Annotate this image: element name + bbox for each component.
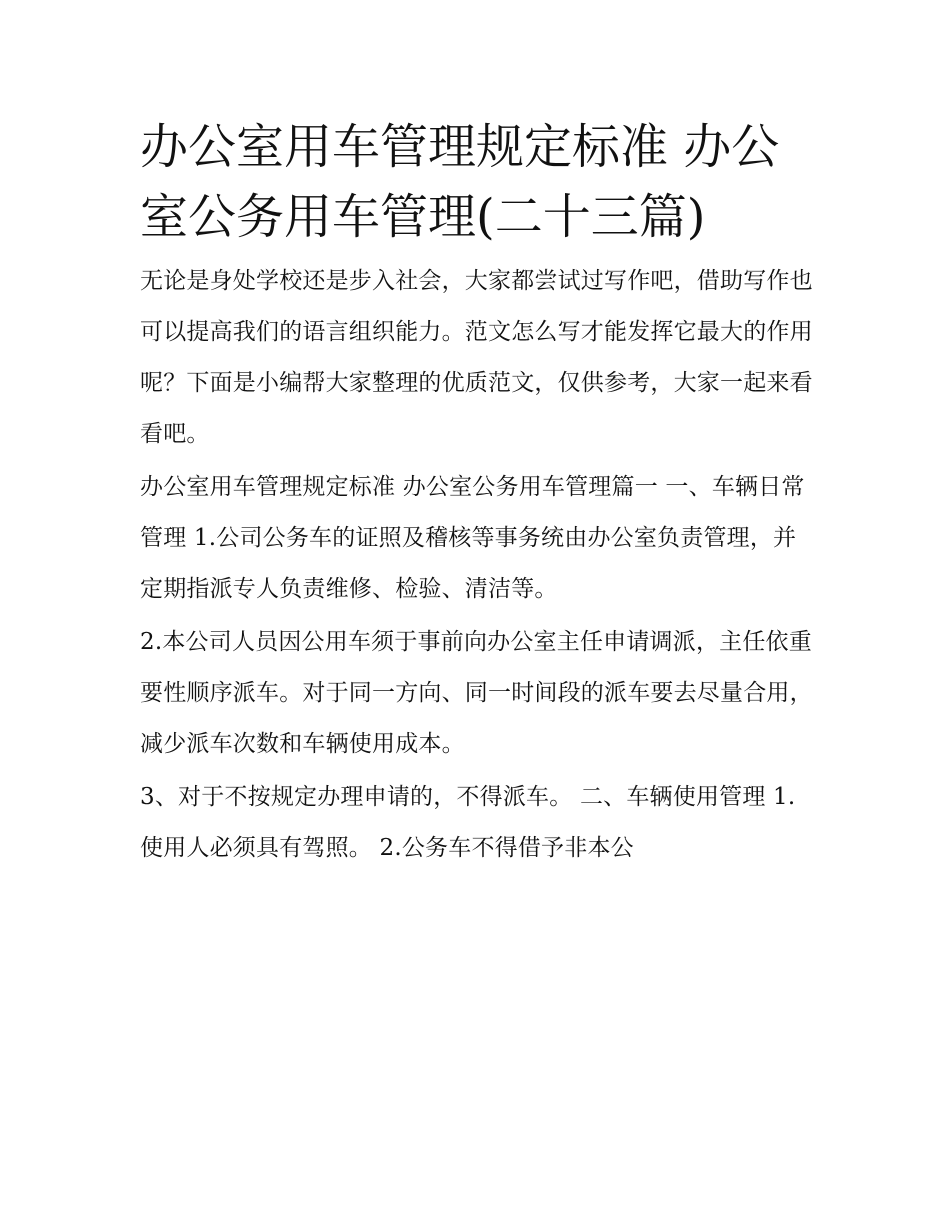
intro-paragraph: 无论是身处学校还是步入社会，大家都尝试过写作吧，借助写作也可以提高我们的语言组织能力。范文怎么写才能发挥它最大的作用呢？下面是小编帮大家整理的优质范文，仅供参考，大家一起来看看吧。 bbox=[140, 268, 813, 447]
body-paragraph-2: 2.本公司人员因公用车须于事前向办公室主任申请调派，主任依重要性顺序派车。对于同一方向、同一时间段的派车要去尽量合用，减少派车次数和车辆使用成本。 bbox=[140, 629, 813, 757]
body-paragraph-3: 3、对于不按规定办理申请的，不得派车。 二、车辆使用管理 1.使用人必须具有驾照。 2.公务车不得借予非本公 bbox=[140, 784, 796, 861]
body-paragraph-1: 办公室用车管理规定标准 办公室公务用车管理篇一 一、车辆日常管理 1.公司公务车的证照及稽核等事务统由办公室负责管理，并定期指派专人负责维修、检验、清洁等。 bbox=[140, 474, 805, 602]
document-title: 办公室用车管理规定标准 办公室公务用车管理(二十三篇) bbox=[140, 119, 780, 245]
document-page bbox=[140, 112, 816, 874]
